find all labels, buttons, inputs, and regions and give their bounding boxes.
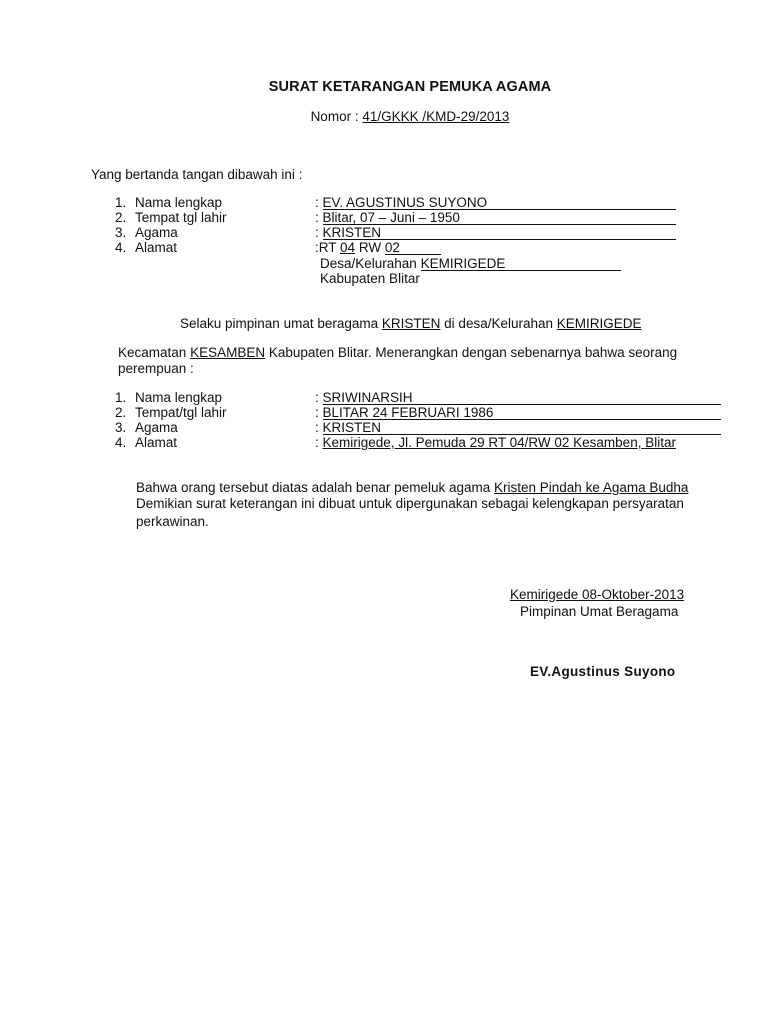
subject-birth: BLITAR 24 FEBRUARI 1986 (322, 405, 494, 420)
signer-name-value: : EV. AGUSTINUS SUYONO (315, 195, 676, 211)
signer-birth: Blitar, 07 – Juni – 1950 (322, 210, 460, 225)
subject-item-address: 4. Alamat (115, 435, 178, 450)
rw-label: RW (358, 240, 382, 255)
subject-religion: KRISTEN (322, 420, 382, 435)
signer-birth-value: : Blitar, 07 – Juni – 1950 (315, 210, 676, 226)
intro-text: Yang bertanda tangan dibawah ini : (91, 167, 303, 182)
document-title: SURAT KETARANGAN PEMUKA AGAMA (268, 79, 552, 95)
item-label: Alamat (135, 240, 178, 255)
item-label: Alamat (135, 435, 178, 450)
subject-name: SRIWINARSIH (322, 390, 413, 405)
desa-label: Desa/Kelurahan (320, 256, 417, 271)
signer-item-name: 1. Nama lengkap (115, 195, 223, 210)
signature-place-date: Kemirigede 08-Oktober-2013 (510, 587, 685, 602)
rw-value: 02 (384, 240, 400, 255)
signer-desa (320, 256, 621, 272)
signer-name: EV. AGUSTINUS SUYONO (322, 195, 488, 210)
rt-label: RT (318, 240, 337, 255)
subject-birth-value: : BLITAR 24 FEBRUARI 1986 (315, 405, 721, 421)
signer-item-birth: 2. Tempat tgl lahir (115, 210, 227, 225)
subject-item-birth: 2. Tempat/tgl lahir (115, 405, 227, 420)
signer-address-value: :RT 04 RW 02 (315, 240, 441, 256)
letter-number-label: Nomor : (310, 109, 359, 124)
signer-item-address: 4. Alamat (115, 240, 178, 255)
rt-value: 04 (340, 240, 356, 255)
item-label: Tempat/tgl lahir (135, 405, 227, 420)
subject-name-value: : SRIWINARSIH (315, 390, 721, 406)
signer-religion-value: : KRISTEN (315, 225, 676, 241)
subject-item-religion: 3. Agama (115, 420, 178, 435)
letter-number-value: 41/GKKK /KMD-29/2013 (362, 109, 510, 124)
signer-item-religion: 3. Agama (115, 225, 178, 240)
statement-line-3: perempuan : (118, 361, 194, 376)
item-label: Tempat tgl lahir (135, 210, 227, 225)
closing-religion-change: Kristen Pindah ke Agama Budha (494, 480, 689, 495)
closing-line-1: Bahwa orang tersebut diatas adalah benar pemeluk agama Kristen Pindah ke Agama Budha (136, 480, 689, 495)
statement-village: KEMIRIGEDE (556, 316, 642, 331)
statement-kecamatan: KESAMBEN (190, 345, 266, 360)
item-label: Nama lengkap (135, 390, 223, 405)
item-label: Agama (135, 225, 178, 240)
signature-role: Pimpinan Umat Beragama (520, 604, 679, 619)
closing-line-3: perkawinan. (136, 514, 209, 529)
subject-religion-value: : KRISTEN (315, 420, 721, 436)
closing-line-2: Demikian surat keterangan ini dibuat untuk dipergunakan sebagai kelengkapan persyaratan (136, 496, 684, 511)
letter-number (0, 109, 768, 125)
statement-religion: KRISTEN (381, 316, 441, 331)
statement-line-2: Kecamatan KESAMBEN Kabupaten Blitar. Menerangkan dengan sebenarnya bahwa seorang (118, 345, 678, 360)
signer-kabupaten: Kabupaten Blitar (320, 271, 420, 286)
statement-line-1: Selaku pimpinan umat beragama KRISTEN di desa/Kelurahan KEMIRIGEDE (180, 316, 642, 331)
desa-value: KEMIRIGEDE (420, 256, 506, 271)
subject-address: Kemirigede, Jl. Pemuda 29 RT 04/RW 02 Kesamben, Blitar (322, 435, 676, 450)
subject-address-value: : Kemirigede, Jl. Pemuda 29 RT 04/RW 02 Kesamben, Blitar (315, 435, 676, 450)
subject-item-name: 1. Nama lengkap (115, 390, 223, 405)
signature-name: EV.Agustinus Suyono (530, 664, 676, 679)
signer-religion: KRISTEN (322, 225, 382, 240)
item-label: Nama lengkap (135, 195, 223, 210)
item-label: Agama (135, 420, 178, 435)
